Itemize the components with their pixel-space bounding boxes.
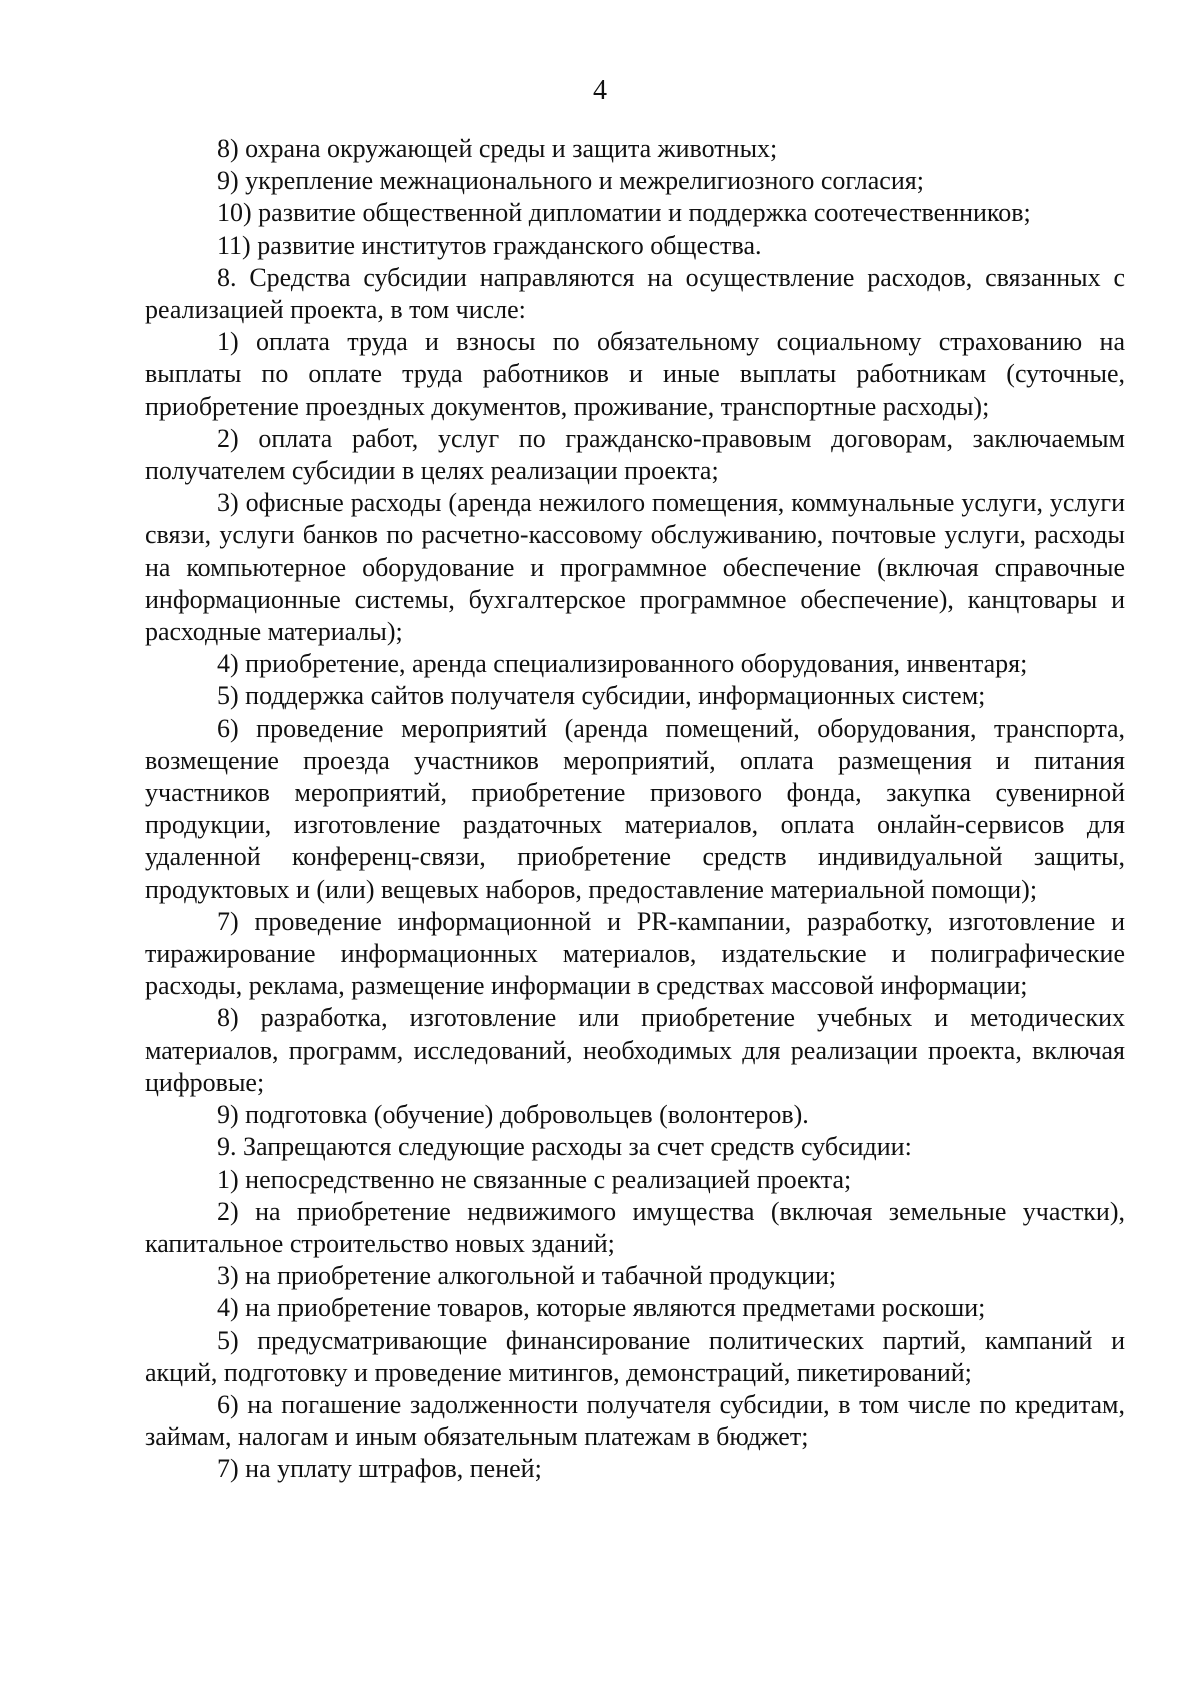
section-8-intro: 8. Средства субсидии направляются на осуществление расходов, связанных с реализацией проекта, в том числе: — [145, 262, 1125, 325]
list-item-events: 6) проведение мероприятий (аренда помещений, оборудования, транспорта, возмещение проезда участников мероприятий, оплата размещения и питания участников мероприятий, приобретение призового фонда, закупка сувенирной продукции, изготовление раздаточных материалов, оплата онлайн-сервисов для удаленной конференц-связи, приобретение средств индивидуальной защиты, продуктовых и (или) вещевых наборов, предоставление материальной помощи); — [145, 713, 1125, 904]
document-body — [145, 133, 1125, 1486]
list-item-debt-repayment: 6) на погашение задолженности получателя субсидии, в том числе по кредитам, займам, налогам и иным обязательным платежам в бюджет; — [145, 1389, 1125, 1452]
list-item-equipment: 4) приобретение, аренда специализированного оборудования, инвентаря; — [217, 649, 1028, 679]
list-item-interethnic-harmony: 9) укрепление межнационального и межрелигиозного согласия; — [217, 166, 924, 196]
list-item-public-diplomacy: 10) развитие общественной дипломатии и поддержка соотечественников; — [217, 198, 1031, 228]
list-item-unrelated-expenses: 1) непосредственно не связанные с реализацией проекта; — [217, 1164, 852, 1194]
list-item-websites: 5) поддержка сайтов получателя субсидии, информационных систем; — [217, 681, 986, 711]
list-item-real-estate: 2) на приобретение недвижимого имущества (включая земельные участки), капитальное строительство новых зданий; — [145, 1196, 1125, 1258]
list-item-civil-society: 11) развитие институтов гражданского общества. — [217, 230, 762, 260]
section-9-intro: 9. Запрещаются следующие расходы за счет средств субсидии: — [217, 1132, 912, 1162]
list-item-office-expenses: 3) офисные расходы (аренда нежилого помещения, коммунальные услуги, услуги связи, услуги банков по расчетно-кассовому обслуживанию, почтовые услуги, расходы на компьютерное оборудование и программное обеспечение (включая справочные информационные системы, бухгалтерское программное обеспечение), канцтовары и расходные материалы); — [145, 488, 1125, 647]
list-item-environment: 8) охрана окружающей среды и защита животных; — [217, 134, 778, 163]
list-item-fines: 7) на уплату штрафов, пеней; — [217, 1454, 542, 1484]
list-item-labor-payment: 1) оплата труда и взносы по обязательному социальному страхованию на выплаты по оплате труда работников и иные выплаты работникам (суточные, приобретение проездных документов, проживание, транспортные расходы); — [145, 327, 1125, 421]
list-item-pr-campaign: 7) проведение информационной и PR-кампании, разработку, изготовление и тиражирование информационных материалов, издательские и полиграфические расходы, реклама, размещение информации в средствах массовой информации; — [145, 906, 1125, 1001]
list-item-civil-contracts: 2) оплата работ, услуг по гражданско-правовым договорам, заключаемым получателем субсидии в целях реализации проекта; — [145, 423, 1125, 486]
list-item-educational-materials: 8) разработка, изготовление или приобретение учебных и методических материалов, программ, исследований, необходимых для реализации проекта, включая цифровые; — [145, 1003, 1125, 1097]
list-item-political-financing: 5) предусматривающие финансирование политических партий, кампаний и акций, подготовку и проведение митингов, демонстраций, пикетирований; — [145, 1325, 1125, 1387]
list-item-alcohol-tobacco: 3) на приобретение алкогольной и табачной продукции; — [217, 1261, 837, 1291]
page-number: 4 — [593, 75, 607, 106]
list-item-volunteer-training: 9) подготовка (обучение) добровольцев (волонтеров). — [217, 1100, 809, 1130]
list-item-luxury-goods: 4) на приобретение товаров, которые являются предметами роскоши; — [217, 1293, 986, 1323]
